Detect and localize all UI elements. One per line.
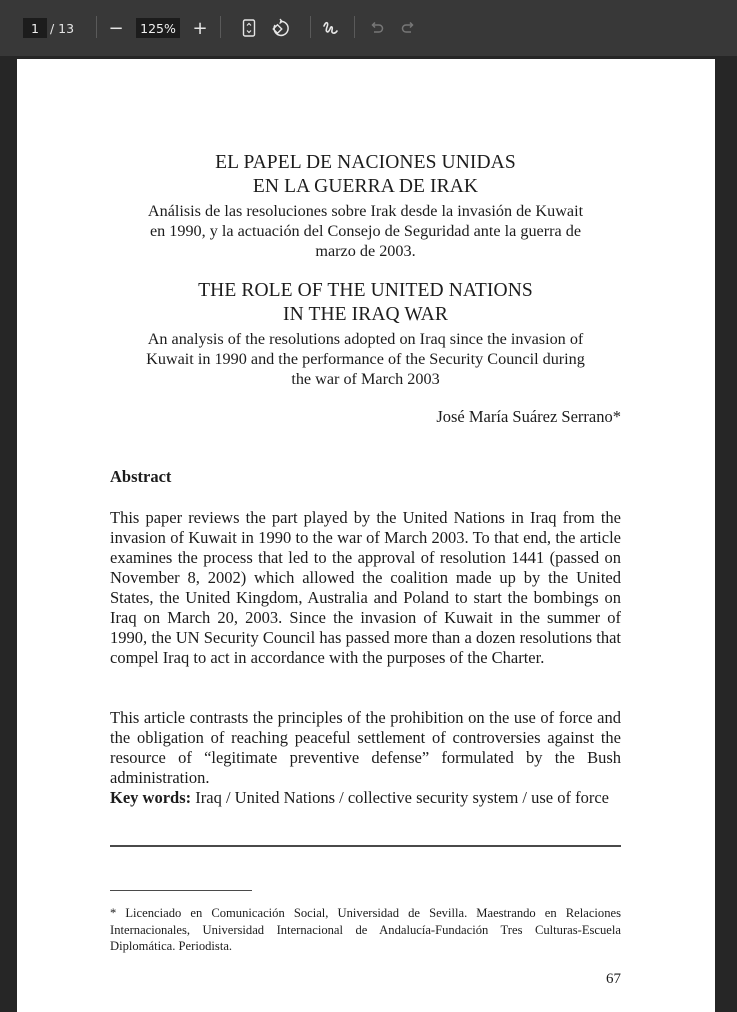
undo-button[interactable]: [366, 18, 388, 38]
page-total-label: / 13: [50, 20, 75, 36]
title-line: EL PAPEL DE NACIONES UNIDAS: [215, 152, 516, 173]
zoom-level-input[interactable]: [136, 18, 180, 38]
undo-icon: [369, 20, 385, 36]
keywords-text: Iraq / United Nations / collective security system / use of force: [191, 788, 609, 807]
pdf-page: [17, 59, 715, 1012]
subtitle-spanish: [110, 201, 621, 261]
rotate-button[interactable]: [270, 18, 292, 38]
draw-button[interactable]: [320, 18, 342, 38]
toolbar-divider: [96, 16, 97, 38]
zoom-in-button[interactable]: +: [192, 17, 208, 39]
subtitle-line: en 1990, y la actuación del Consejo de Seguridad ante la guerra de: [149, 222, 582, 240]
toolbar-divider: [220, 16, 221, 38]
zoom-out-button[interactable]: −: [108, 17, 124, 39]
title-english: [110, 279, 621, 327]
subtitle-line: the war of March 2003: [291, 370, 440, 388]
subtitle-english: [110, 329, 621, 389]
abstract-heading: Abstract: [110, 467, 172, 486]
redo-button[interactable]: [397, 18, 419, 38]
abstract-paragraph: This paper reviews the part played by the United Nations in Iraq from the invasion of Kuwait in 1990 to the war of March 2003. To that end, the article examines the process that led to the approval of resolution 1441 (passed on November 8, 2002) which allowed the coalition made up by the United States, the United Kingdom, Australia and Poland to start the bombings on Iraq on March 20, 2003. Since the invasion of Kuwait in the summer of 1990, the UN Security Council has passed more than a dozen resolutions that compel Iraq to act in accordance with the purposes of the Charter.: [110, 508, 621, 667]
subtitle-line: marzo de 2003.: [315, 242, 416, 260]
fit-page-icon: [242, 19, 256, 37]
rotate-icon: [271, 18, 291, 38]
section-divider: [110, 845, 621, 847]
subtitle-line: Análisis de las resoluciones sobre Irak desde la invasión de Kuwait: [147, 202, 584, 220]
keywords: [110, 788, 621, 808]
keywords-label: Key words:: [110, 788, 192, 807]
title-spanish: [110, 151, 621, 199]
toolbar-divider: [310, 16, 311, 38]
fit-page-button[interactable]: [238, 18, 260, 38]
abstract-paragraph: This article contrasts the principles of the prohibition on the use of force and the obligation of reaching peaceful settlement of controversies against the resource of “legitimate preventive defense” formulated by the Bush administration.: [110, 708, 621, 787]
page-number-input[interactable]: [23, 18, 47, 38]
title-line: EN LA GUERRA DE IRAK: [252, 176, 479, 197]
title-line: THE ROLE OF THE UNITED NATIONS: [198, 280, 533, 301]
title-line: IN THE IRAQ WAR: [283, 304, 448, 325]
footnote: * Licenciado en Comunicación Social, Universidad de Sevilla. Maestrando en Relaciones Internacionales, Universidad Internacional de Andalucía-Fundación Tres Culturas-Escuela Diplomática. Periodista.: [110, 906, 621, 953]
document-viewer[interactable]: [0, 56, 737, 1012]
author-name: José María Suárez Serrano*: [436, 407, 621, 426]
toolbar-divider: [354, 16, 355, 38]
page-number: 67: [606, 971, 621, 987]
footnote-divider: [110, 890, 252, 891]
pdf-toolbar: [0, 0, 737, 56]
subtitle-line: Kuwait in 1990 and the performance of the Security Council during: [146, 350, 585, 368]
draw-icon: [321, 18, 341, 38]
redo-icon: [400, 20, 416, 36]
subtitle-line: An analysis of the resolutions adopted on Iraq since the invasion of: [147, 330, 584, 348]
